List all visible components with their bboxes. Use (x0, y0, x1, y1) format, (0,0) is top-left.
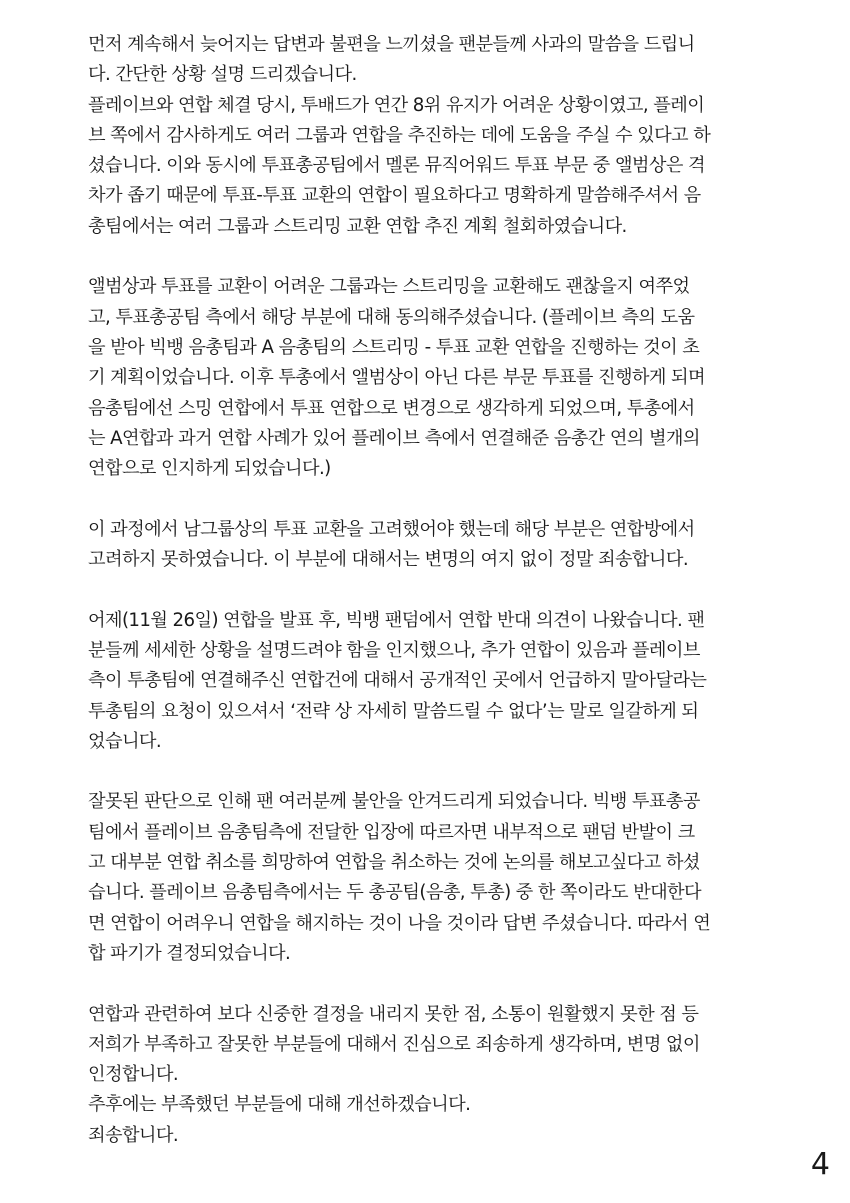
text-line: 었습니다. (88, 730, 162, 752)
text-line: 저희가 부족하고 잘못한 부분들에 대해서 진심으로 죄송하게 생각하며, 변명 없이 (88, 1033, 700, 1055)
text-line: 브 쪽에서 감사하게도 여러 그룹과 연합을 추진하는 데에 도움을 주실 수 있다고 하 (88, 124, 711, 146)
text-line: 인정합니다. (88, 1064, 179, 1086)
text-line: 이 과정에서 남그룹상의 투표 교환을 고려했어야 했는데 해당 부분은 연합방에서 (88, 518, 695, 540)
text-line: 는 A연합과 과거 연합 사례가 있어 플레이브 측에서 연결해준 음총간 연의 별개의 (88, 427, 700, 449)
text-line: 합 파기가 결정되었습니다. (88, 942, 291, 964)
text-line: 앨범상과 투표를 교환이 어려운 그룹과는 스트리밍을 교환해도 괜찮을지 여쭈었 (88, 276, 690, 298)
text-line: 습니다. 플레이브 음총팀측에서는 두 총공팀(음총, 투총) 중 한 쪽이라도 반대한다 (88, 882, 701, 904)
text-line: 투총팀의 요청이 있으셔서 ‘전략 상 자세히 말씀드릴 수 없다’는 말로 일갈하게 되 (88, 700, 699, 722)
text-line: 음총팀에선 스밍 연합에서 투표 연합으로 변경으로 생각하게 되었으며, 투총에서 (88, 397, 695, 419)
text-line: 총팀에서는 여러 그룹과 스트리밍 교환 연합 추진 계획 철회하였습니다. (88, 215, 627, 237)
paragraph (88, 787, 788, 969)
text-line: 연합과 관련하여 보다 신중한 결정을 내리지 못한 점, 소통이 원활했지 못한 점 등 (88, 1003, 699, 1025)
text-line: 고 대부분 연합 취소를 희망하여 연합을 취소하는 것에 논의를 해보고싶다고 하셨 (88, 852, 700, 874)
text-line: 어제(11월 26일) 연합을 발표 후, 빅뱅 팬덤에서 연합 반대 의견이 나왔습니다. 팬 (88, 609, 705, 631)
text-line: 을 받아 빅뱅 음총팀과 A 음총팀의 스트리밍 - 투표 교환 연합을 진행하는 것이 초 (88, 336, 700, 358)
document-body (88, 30, 788, 1181)
text-line: 고려하지 못하였습니다. 이 부분에 대해서는 변명의 여지 없이 정말 죄송합니다. (88, 549, 689, 571)
text-line: 측이 투총팀에 연결해주신 연합건에 대해서 공개적인 곳에서 언급하지 말아달라는 (88, 670, 707, 692)
text-line: 면 연합이 어려우니 연합을 해지하는 것이 나을 것이라 답변 주셨습니다. 따라서 연 (88, 912, 711, 934)
text-line: 기 계획이었습니다. 이후 투총에서 앨범상이 아닌 다른 부문 투표를 진행하게 되며 (88, 367, 705, 389)
paragraph (88, 1000, 788, 1151)
text-line: 추후에는 부족했던 부분들에 대해 개선하겠습니다. (88, 1094, 471, 1116)
text-line: 먼저 계속해서 늦어지는 답변과 불편을 느끼셨을 팬분들께 사과의 말씀을 드립니 (88, 34, 695, 55)
text-line: 셨습니다. 이와 동시에 투표총공팀에서 멜론 뮤직어워드 투표 부문 중 앨범상은 격 (88, 155, 705, 177)
page-number: 4 (810, 1147, 830, 1182)
text-line: 플레이브와 연합 체결 당시, 투배드가 연간 8위 유지가 어려운 상황이였고, 플레이 (88, 94, 705, 116)
text-line: 팀에서 플레이브 음총팀측에 전달한 입장에 따르자면 내부적으로 팬덤 반발이 크 (88, 821, 695, 843)
paragraph (88, 606, 788, 757)
text-line: 죄송합니다. (88, 1124, 179, 1146)
paragraph (88, 30, 788, 242)
paragraph (88, 272, 788, 484)
text-line: 다. 간단한 상황 설명 드리겠습니다. (88, 64, 357, 86)
text-line: 연합으로 인지하게 되었습니다.) (88, 458, 331, 480)
text-line: 잘못된 판단으로 인해 팬 여러분께 불안을 안겨드리게 되었습니다. 빅뱅 투표총공 (88, 791, 700, 813)
text-line: 분들께 세세한 상황을 설명드려야 함을 인지했으나, 추가 연합이 있음과 플레이브 (88, 639, 700, 661)
text-line: 차가 좁기 때문에 투표-투표 교환의 연합이 필요하다고 명확하게 말씀해주셔서 음 (88, 185, 701, 207)
text-line: 고, 투표총공팀 측에서 해당 부분에 대해 동의해주셨습니다. (플레이브 측의 도움 (88, 306, 695, 328)
paragraph (88, 515, 788, 576)
